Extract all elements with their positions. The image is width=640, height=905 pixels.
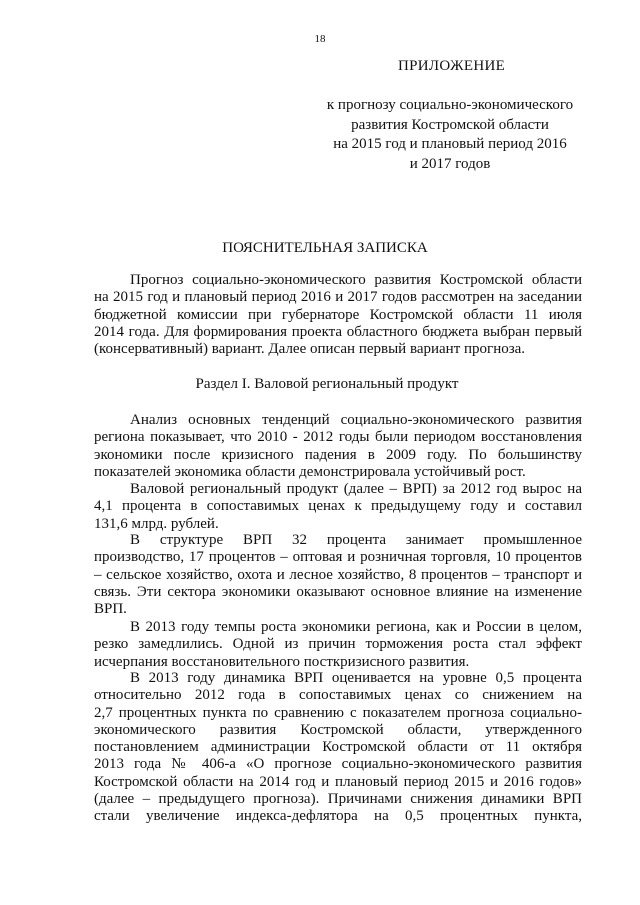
text-line: 2013 года № 406-а «О прогнозе социально-экономического развития [94, 756, 582, 773]
document-title: ПОЯСНИТЕЛЬНАЯ ЗАПИСКА [222, 240, 428, 256]
text-line: экономики после кризисного падения в 2009 году. По большинству [94, 446, 582, 463]
text-line: исчерпания восстановительного посткризисного развития. [94, 653, 470, 670]
appendix-subtitle-line: на 2015 год и плановый период 2016 [333, 136, 567, 152]
text-line: бюджетной комиссии при губернаторе Костромской области 11 июля [94, 306, 582, 323]
text-line: В 2013 году темпы роста экономики региона, как и России в целом, [130, 619, 582, 635]
paragraph-2013-slowdown [94, 619, 582, 671]
text-line: В 2013 году динамика ВРП оценивается на уровне 0,5 процента [130, 670, 582, 686]
text-line: производство, 17 процентов – оптовая и розничная торговля, 10 процентов [94, 549, 582, 566]
text-line: Анализ основных тенденций социально-экономического развития [130, 412, 582, 428]
text-line: – сельское хозяйство, охота и лесное хозяйство, 8 процентов – транспорт и [94, 566, 582, 583]
appendix-subtitle-line: к прогнозу социально-экономического [326, 97, 574, 113]
appendix-subtitle-line: и 2017 годов [409, 155, 491, 172]
text-line: Валовой региональный продукт (далее – ВРП) за 2012 год вырос на [130, 481, 582, 497]
text-line: (далее – предыдущего прогноза). Причинами снижения динамики ВРП [94, 791, 582, 808]
text-line: постановлением администрации Костромской области от 11 октября [94, 739, 582, 756]
paragraph-analysis [94, 412, 582, 481]
paragraph-structure [94, 532, 582, 618]
text-line: 131,6 млрд. рублей. [94, 515, 219, 532]
text-line: стали увеличение индекса-дефлятора на 0,5 процентных пункта, [94, 808, 582, 825]
text-line: 2014 года. Для формирования проекта областного бюджета выбран первый [94, 323, 582, 340]
text-line: 2,7 процентных пункта по сравнению с показателем прогноза социально- [94, 704, 582, 721]
text-line: на 2015 год и плановый период 2016 и 2017 годов рассмотрен на заседании [94, 289, 582, 306]
text-line: показателей экономика области демонстрировала устойчивый рост. [94, 463, 526, 480]
text-line: связь. Эти сектора экономики оказывают основное влияние на изменение [94, 583, 582, 600]
appendix-title: ПРИЛОЖЕНИЕ [398, 58, 506, 74]
paragraph-intro [94, 272, 582, 358]
page-number: 18 [314, 33, 326, 45]
text-line: В структуре ВРП 32 процента занимает промышленное [130, 532, 582, 548]
appendix-subtitle-line: развития Костромской области [351, 116, 549, 133]
appendix-subtitle [300, 96, 600, 174]
text-line: резко замедлились. Одной из причин торможения роста стал эффект [94, 636, 582, 653]
text-line: относительно 2012 года в сопоставимых ценах со снижением на [94, 687, 582, 704]
paragraph-2013-dynamics [94, 670, 582, 826]
text-line: Прогноз социально-экономического развития Костромской области [130, 272, 582, 288]
section-title: Раздел I. Валовой региональный продукт [195, 376, 459, 392]
text-line: региона показывает, что 2010 - 2012 годы были периодом восстановления [94, 429, 582, 446]
text-line: ВРП. [94, 601, 127, 618]
text-line: Костромской области на 2014 год и плановый период 2015 и 2016 годов» [94, 773, 582, 790]
text-line: экономического развития Костромской области, утвержденного [94, 721, 582, 738]
paragraph-grp [94, 481, 582, 533]
text-line: 4,1 процента в сопоставимых ценах к предыдущему году и составил [94, 498, 582, 515]
text-line: (консервативный) вариант. Далее описан первый вариант прогноза. [94, 341, 526, 358]
